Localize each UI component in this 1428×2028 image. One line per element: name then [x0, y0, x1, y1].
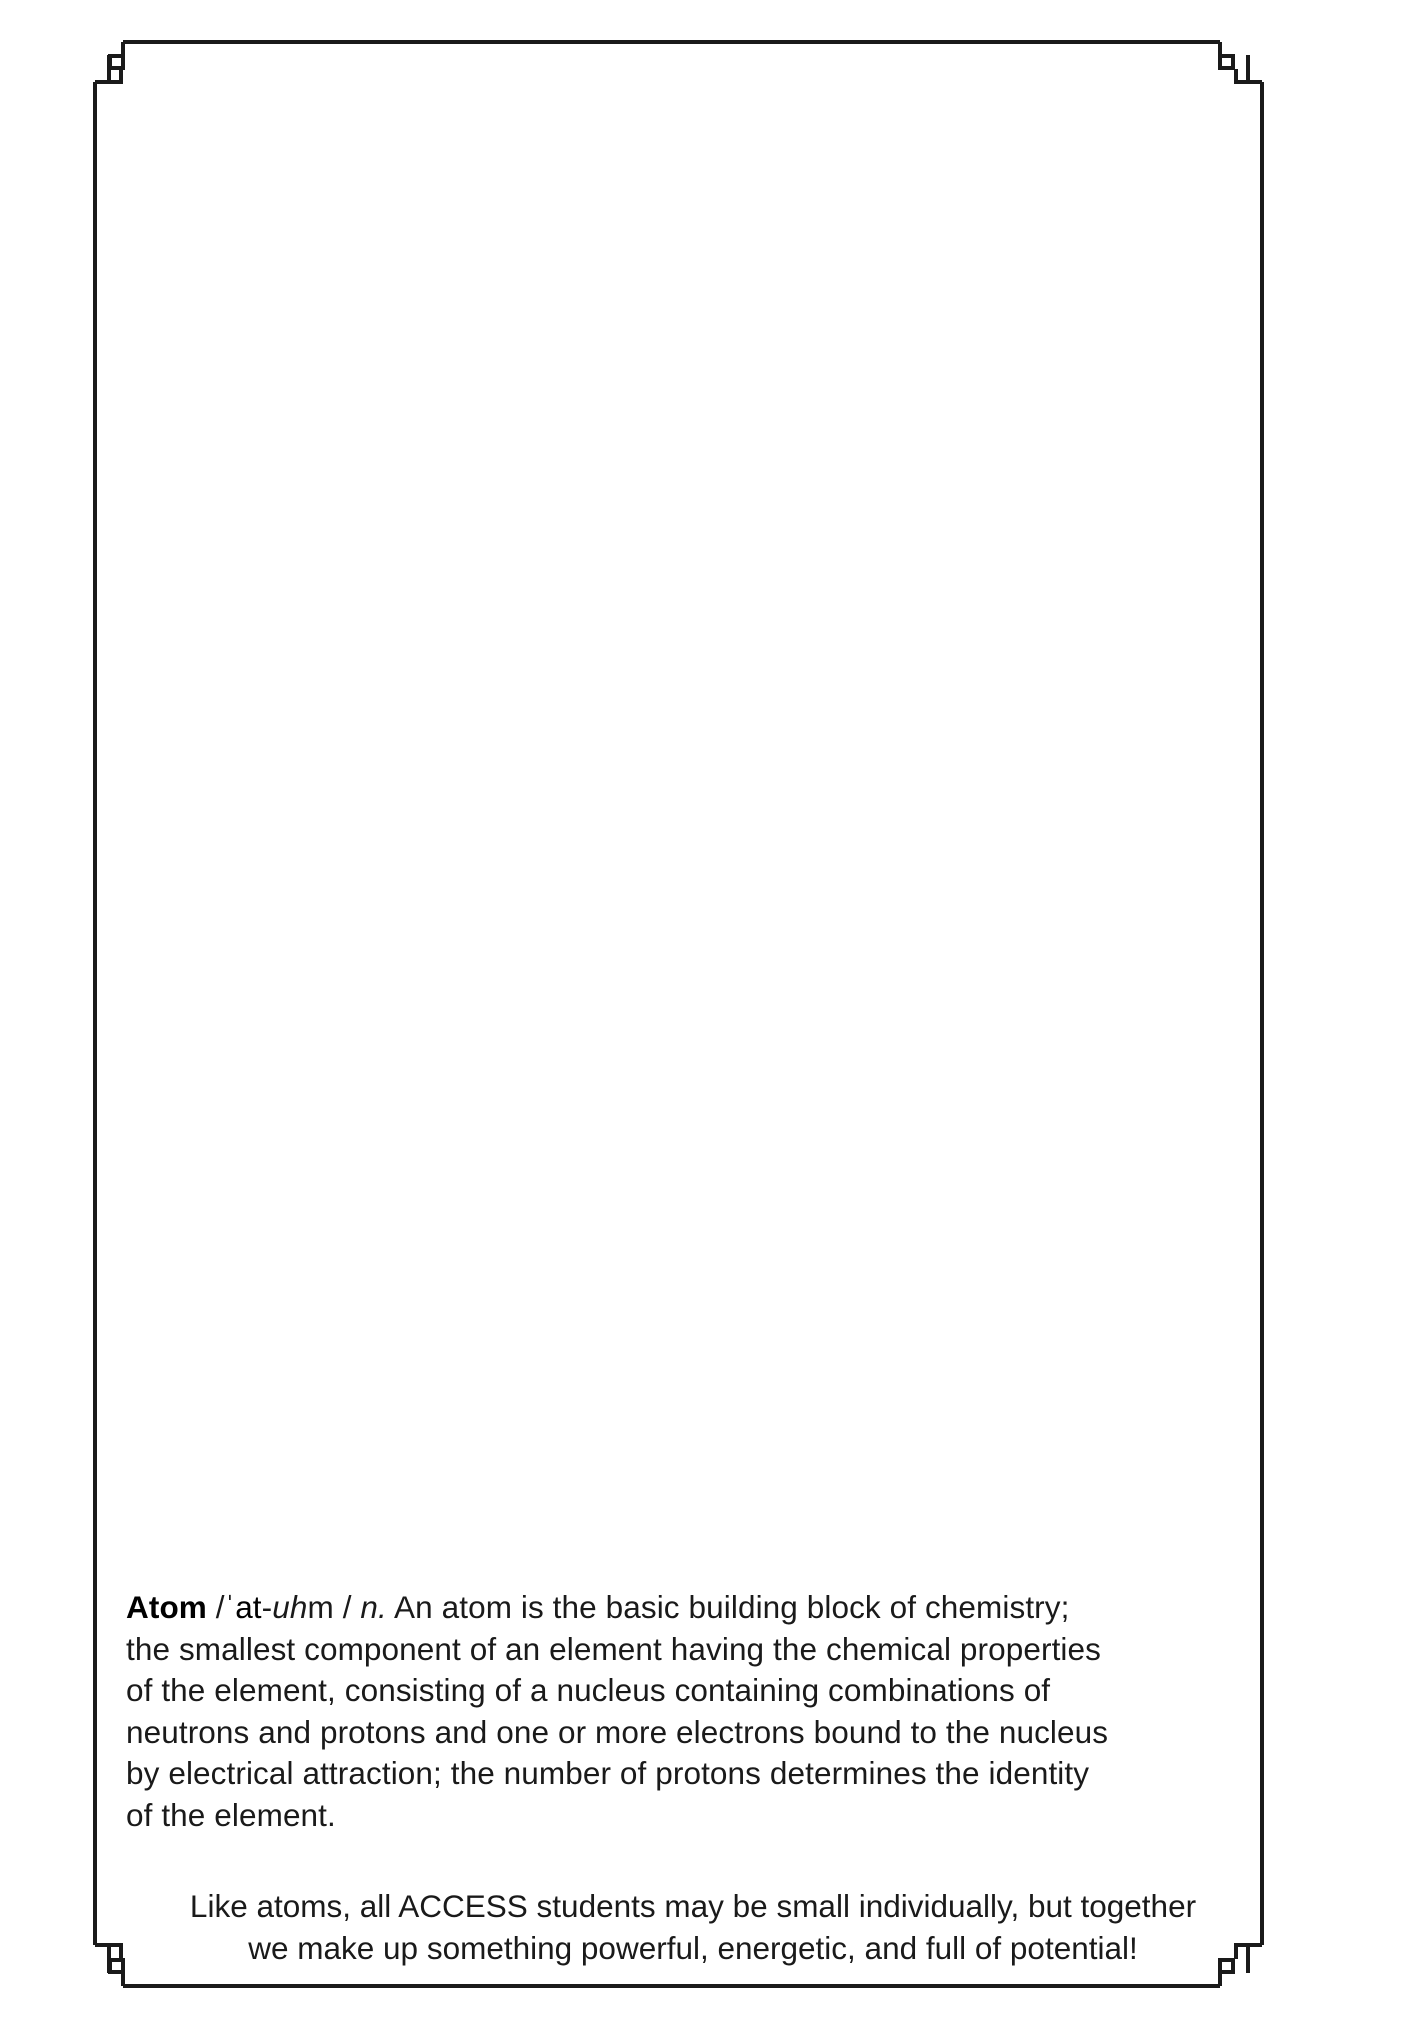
definition-line-3: of the element, consisting of a nucleus containing combinations of	[126, 1672, 1051, 1708]
pronunciation-italic: uh	[272, 1589, 308, 1625]
tagline-line-1: Like atoms, all ACCESS students may be small individually, but together	[189, 1888, 1197, 1924]
pronunciation-stressed: at	[235, 1589, 262, 1625]
part-of-speech: n.	[360, 1589, 387, 1625]
definition-text-1: An atom is the basic building block of chemistry;	[386, 1589, 1070, 1625]
corner-ornament-top-right	[1219, 42, 1262, 82]
definition-line-4: neutrons and protons and one or more electrons bound to the nucleus	[126, 1713, 1109, 1750]
definition-term: Atom	[126, 1589, 207, 1625]
definition-line-5: by electrical attraction; the number of protons determines the identity	[126, 1755, 1090, 1791]
pronunciation-end: m /	[307, 1589, 361, 1625]
tagline-line-2: we make up something powerful, energetic, and full of potential!	[248, 1929, 1138, 1966]
definition-line-2: the smallest component of an element having the chemical properties	[126, 1630, 1101, 1667]
pronunciation-open: /ˈ	[206, 1589, 236, 1625]
access-tagline	[126, 1886, 1260, 1969]
definition-line-6: of the element.	[126, 1796, 336, 1833]
corner-ornament-bottom-left	[95, 1945, 124, 1986]
atom-definition	[126, 1587, 1256, 1836]
definition-line-1	[126, 1587, 1256, 1629]
pronunciation-dash: -	[261, 1589, 273, 1625]
corner-ornament-top-left	[95, 42, 124, 82]
